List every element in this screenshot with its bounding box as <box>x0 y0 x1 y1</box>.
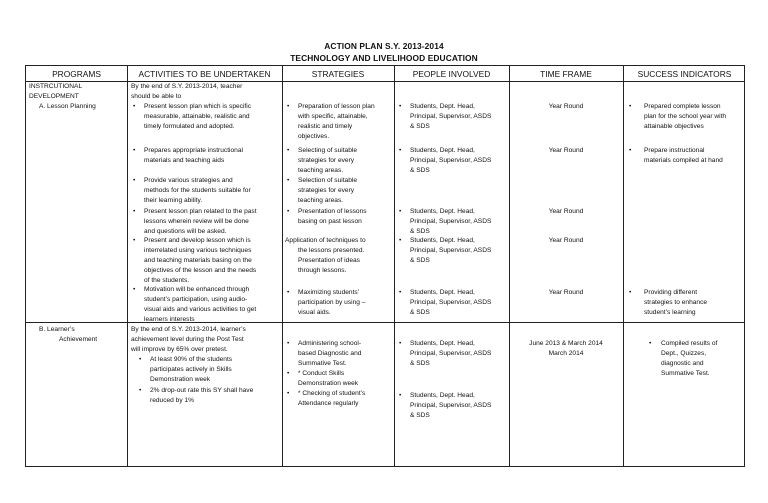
strategy-item: Selecting of suitable <box>298 147 358 154</box>
people-item: Principal, Supervisor, ASDS <box>410 350 492 357</box>
strategy-item: Administering school- <box>298 340 362 347</box>
bullet-icon: • <box>399 147 402 154</box>
timeframe-value: June 2013 & March 2014 <box>529 340 603 347</box>
bullet-icon: • <box>287 208 290 215</box>
strategy-item: objectives. <box>298 133 330 140</box>
column-divider <box>394 66 395 466</box>
bullet-icon: • <box>287 103 290 110</box>
success-indicator: attainable objectives <box>644 123 704 130</box>
people-item: Principal, Supervisor, ASDS <box>410 402 492 409</box>
timeframe-value: Year Round <box>548 103 584 110</box>
header-people: PEOPLE INVOLVED <box>412 69 491 79</box>
header-success: SUCCESS INDICATORS <box>637 69 732 79</box>
document-subtitle: TECHNOLOGY AND LIVELIHOOD EDUCATION <box>290 53 478 63</box>
header-programs: PROGRAMS <box>52 69 101 79</box>
success-indicator: Prepared complete lesson <box>644 103 721 110</box>
people-item: Principal, Supervisor, ASDS <box>410 157 492 164</box>
bullet-icon: • <box>629 289 632 296</box>
bullet-icon: • <box>399 340 402 347</box>
people-item: Students, Dept. Head, <box>410 392 475 399</box>
success-indicator: strategies to enhance <box>644 299 708 306</box>
header-activities: ACTIVITIES TO BE UNDERTAKEN <box>138 69 271 79</box>
activity-item: materials and teaching aids <box>144 157 225 164</box>
activity-item: Motivation will be enhanced through <box>144 286 250 293</box>
activity-intro: will improve by 65% over pretest. <box>131 346 228 353</box>
strategy-item: basing on past lesson <box>298 218 362 225</box>
success-indicator: student’s learning <box>644 309 696 316</box>
bullet-icon: • <box>629 103 632 110</box>
activity-item: reduced by 1% <box>150 397 194 404</box>
bullet-icon: • <box>133 286 136 293</box>
success-indicator: plan for the school year with <box>644 113 727 120</box>
strategy-item: teaching areas. <box>298 167 344 174</box>
strategy-item: Preparation of lesson plan <box>298 103 375 110</box>
column-divider <box>282 66 283 466</box>
activity-intro: should be able to <box>131 93 182 100</box>
success-indicator: diagnostic and <box>661 360 704 367</box>
activity-item: timely formulated and adopted. <box>144 123 235 130</box>
bullet-icon: • <box>399 392 402 399</box>
activity-item: methods for the students suitable for <box>144 187 251 194</box>
people-item: Principal, Supervisor, ASDS <box>410 218 492 225</box>
bullet-icon: • <box>287 340 290 347</box>
strategy-item: Summative Test. <box>298 360 347 367</box>
strategy-item: Maximizing students’ <box>298 289 360 296</box>
activity-item: learners interests <box>144 316 195 323</box>
activity-item: and teaching materials basing on the <box>144 257 252 264</box>
activity-item: participates actively in Skills <box>150 366 232 373</box>
bullet-icon: • <box>139 387 142 394</box>
strategy-item: based Diagnostic and <box>298 350 362 357</box>
timeframe-value: Year Round <box>548 147 584 154</box>
program-title: DEVELOPMENT <box>29 93 79 100</box>
bullet-icon: • <box>399 289 402 296</box>
bullet-icon: • <box>287 289 290 296</box>
strategy-item: through lessons. <box>298 267 347 274</box>
activity-item: visual aids and various activities to get <box>144 306 257 313</box>
people-item: Students, Dept. Head, <box>410 147 475 154</box>
activity-item: of the students. <box>144 277 190 284</box>
row-divider <box>26 322 744 323</box>
bullet-icon: • <box>399 208 402 215</box>
timeframe-value: Year Round <box>548 289 584 296</box>
bullet-icon: • <box>287 177 290 184</box>
people-item: Principal, Supervisor, ASDS <box>410 247 492 254</box>
activity-item: their learning ability. <box>144 197 203 204</box>
timeframe-value: Year Round <box>548 208 584 215</box>
success-indicator: Dept., Quizzes, <box>661 350 707 357</box>
bullet-icon: • <box>287 147 290 154</box>
people-item: Students, Dept. Head, <box>410 103 475 110</box>
success-indicator: Prepare instructional <box>644 147 705 154</box>
column-divider <box>127 66 128 466</box>
activity-item: Demonstration week <box>150 376 211 383</box>
people-item: & SDS <box>410 123 430 130</box>
timeframe-value: Year Round <box>548 237 584 244</box>
people-item: Principal, Supervisor, ASDS <box>410 299 492 306</box>
activity-intro: By the end of S.Y. 2013-2014, teacher <box>131 83 243 90</box>
strategy-item: participation by using – <box>298 299 366 306</box>
strategy-item: strategies for every <box>298 187 355 194</box>
document-title: ACTION PLAN S.Y. 2013-2014 <box>324 41 444 51</box>
bullet-icon: • <box>649 340 652 347</box>
strategy-item: Presentation of ideas <box>298 257 360 264</box>
strategy-item: Application of techniques to <box>285 237 366 244</box>
activity-item: lessons wherein review will be done <box>144 218 249 225</box>
activity-item: 2% drop-out rate this SY shall have <box>150 387 254 394</box>
people-item: & SDS <box>410 167 430 174</box>
timeframe-value: March 2014 <box>548 350 584 357</box>
people-item: & SDS <box>410 360 430 367</box>
bullet-icon: • <box>399 103 402 110</box>
strategy-item: Selection of suitable <box>298 177 358 184</box>
people-item: Students, Dept. Head, <box>410 340 475 347</box>
strategy-item: realistic and timely <box>298 123 353 130</box>
header-strategies: STRATEGIES <box>311 69 365 79</box>
people-item: Principal, Supervisor, ASDS <box>410 113 492 120</box>
people-item: & SDS <box>410 412 430 419</box>
strategy-item: Presentation of lessons <box>298 208 367 215</box>
activity-item: Present and develop lesson which is <box>144 237 251 244</box>
strategy-item: with specific, attainable, <box>298 113 368 120</box>
people-item: & SDS <box>410 228 430 235</box>
strategy-item: * Checking of student’s <box>298 390 366 397</box>
bullet-icon: • <box>133 237 136 244</box>
activity-item: objectives of the lesson and the needs <box>144 267 257 274</box>
strategy-item: Demonstration week <box>298 380 359 387</box>
people-item: Students, Dept. Head, <box>410 237 475 244</box>
bullet-icon: • <box>133 208 136 215</box>
activity-item: Provide various strategies and <box>144 177 233 184</box>
bullet-icon: • <box>133 147 136 154</box>
bullet-icon: • <box>139 356 142 363</box>
column-divider <box>509 66 510 466</box>
people-item: Students, Dept. Head, <box>410 208 475 215</box>
activity-item: student’s participation, using audio- <box>144 296 248 303</box>
success-indicator: Compiled results of <box>661 340 718 347</box>
bullet-icon: • <box>629 147 632 154</box>
activity-item: Present lesson plan related to the past <box>144 208 257 215</box>
strategy-item: * Conduct Skills <box>298 370 345 377</box>
activity-item: and questions will be asked. <box>144 228 227 235</box>
strategy-item: teaching areas. <box>298 197 344 204</box>
success-indicator: Providing different <box>644 289 698 296</box>
strategy-item: visual aids. <box>298 309 331 316</box>
activity-item: Present lesson plan which is specific <box>144 103 252 110</box>
bullet-icon: • <box>133 103 136 110</box>
program-lesson-planning: A. Lesson Planning <box>39 103 96 110</box>
success-indicator: materials compiled at hand <box>644 157 723 164</box>
activity-item: interrelated using various techniques <box>144 247 252 254</box>
program-learners-achievement: B. Learner’s <box>39 326 75 333</box>
people-item: & SDS <box>410 257 430 264</box>
success-indicator: Summative Test. <box>661 370 710 377</box>
people-item: Students, Dept. Head, <box>410 289 475 296</box>
bullet-icon: • <box>287 390 290 397</box>
activity-intro: By the end of S.Y. 2013-2014, learner’s <box>131 326 246 333</box>
column-divider <box>623 66 624 466</box>
activity-intro: achievement level during the Post Test <box>131 336 244 343</box>
program-learners-achievement: Achievement <box>59 336 98 343</box>
program-title: INSTRCUTIONAL <box>29 83 83 90</box>
header-timeframe: TIME FRAME <box>540 69 592 79</box>
bullet-icon: • <box>133 177 136 184</box>
activity-item: Prepares appropriate instructional <box>144 147 243 154</box>
strategy-item: the lessons presented. <box>298 247 365 254</box>
strategy-item: strategies for every <box>298 157 355 164</box>
activity-item: At least 90% of the students <box>150 356 233 363</box>
activity-item: measurable, attainable, realistic and <box>144 113 250 120</box>
action-plan-table <box>25 65 745 467</box>
bullet-icon: • <box>399 237 402 244</box>
strategy-item: Attendance regularly <box>298 400 359 407</box>
people-item: & SDS <box>410 309 430 316</box>
bullet-icon: • <box>287 370 290 377</box>
